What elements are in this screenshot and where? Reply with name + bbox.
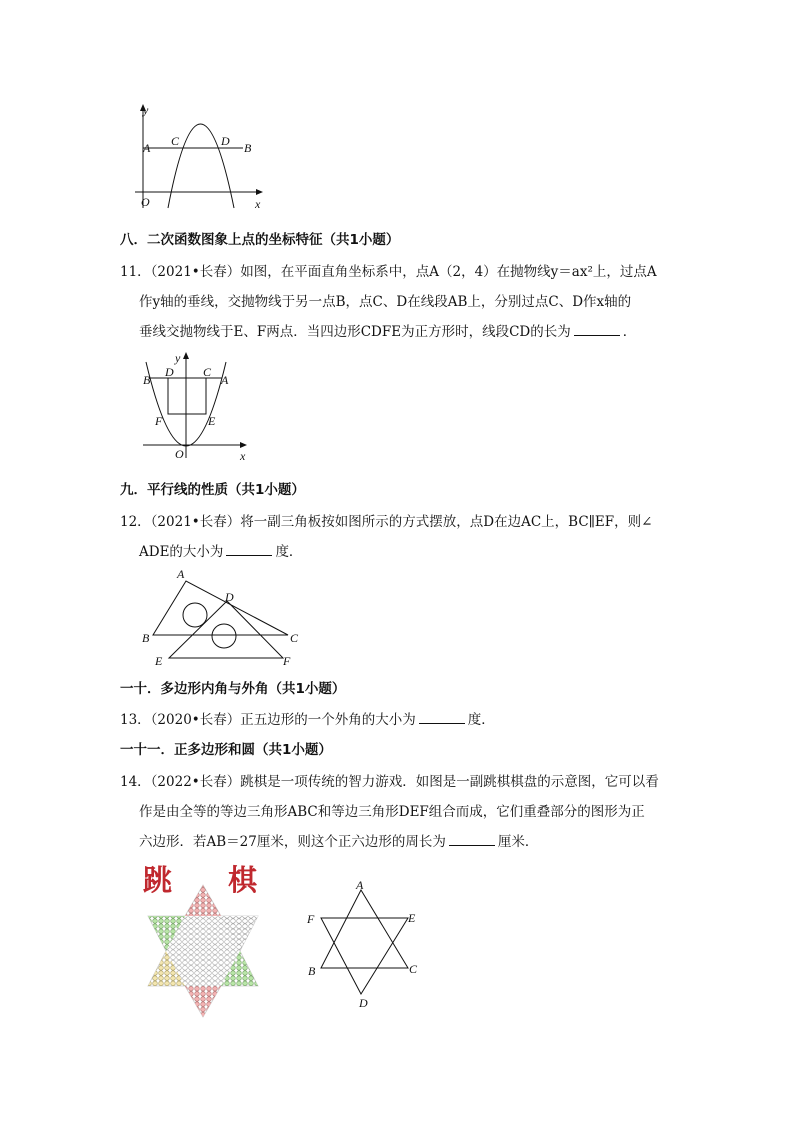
set-squares-figure — [138, 563, 313, 673]
q13-text: 13．（2020•长春）正五边形的一个外角的大小为 — [120, 712, 416, 728]
x-arrow — [240, 442, 247, 448]
label-a: A — [177, 567, 185, 581]
label-f: F — [283, 654, 291, 668]
label-y: y — [143, 103, 149, 117]
label-b: B — [308, 964, 316, 978]
label-e: E — [408, 911, 416, 925]
parabola-figure-2 — [138, 348, 258, 463]
q11-line-2: 作y轴的垂线，交抛物线于另一点B，点C、D在线段AB上，分别过点C、D作x轴的 — [139, 294, 632, 310]
q11-line-3 — [139, 320, 636, 340]
q14-line-1: 14．（2022•长春）跳棋是一项传统的智力游戏．如图是一副跳棋棋盘的示意图，它可以看 — [120, 774, 659, 790]
square-cdfe — [168, 378, 206, 414]
label-d: D — [165, 365, 174, 379]
q14-end: 厘米． — [497, 834, 539, 850]
label-y: y — [175, 351, 181, 365]
triangle-def — [169, 601, 283, 658]
x-arrow — [256, 189, 263, 195]
q12-line-1: 12．（2021•长春）将一副三角板按如图所示的方式摆放，点D在边AC上，BC∥EF，则∠ — [120, 514, 653, 530]
checkers-title-2: 棋 — [228, 863, 258, 897]
label-b: B — [244, 141, 252, 155]
label-a: A — [356, 878, 364, 892]
answer-blank-14[interactable] — [449, 833, 495, 846]
label-x: x — [255, 197, 261, 211]
section-heading-10: 一十．多边形内角与外角（共1小题） — [120, 681, 346, 697]
top-point-red — [185, 885, 221, 916]
answer-blank-13[interactable] — [419, 711, 465, 724]
label-f: F — [155, 414, 163, 428]
label-o: O — [141, 195, 150, 209]
label-e: E — [208, 414, 216, 428]
q11-end: ． — [622, 324, 637, 340]
parabola-figure-1 — [130, 100, 270, 215]
answer-blank-12[interactable] — [226, 543, 272, 556]
checkers-board-picture — [140, 882, 266, 1020]
triangle-def — [321, 918, 408, 994]
label-b: B — [143, 373, 151, 387]
q14-line-2: 作是由全等的等边三角形ABC和等边三角形DEF组合而成，它们重叠部分的图形为正 — [139, 804, 645, 820]
label-d: D — [225, 590, 234, 604]
label-b: B — [142, 631, 150, 645]
q12-text: ADE的大小为 — [139, 544, 224, 560]
section-heading-9: 九．平行线的性质（共1小题） — [120, 482, 305, 498]
label-c: C — [290, 631, 299, 645]
label-d: D — [359, 996, 368, 1010]
triangle-hole-2 — [212, 624, 236, 648]
q11-text: 垂线交抛物线于E、F两点．当四边形CDFE为正方形时，线段CD的长为 — [139, 324, 571, 340]
label-x: x — [240, 449, 246, 463]
section-heading-11: 一十一．正多边形和圆（共1小题） — [120, 742, 332, 758]
y-arrow — [183, 352, 189, 359]
label-e: E — [155, 654, 163, 668]
q12-end: 度． — [275, 544, 303, 560]
q14-text: 六边形．若AB＝27厘米，则这个正六边形的周长为 — [139, 834, 446, 850]
bottom-point-red — [185, 986, 221, 1017]
label-c: C — [203, 365, 212, 379]
triangle-hole-1 — [183, 603, 207, 627]
q11-line-1: 11．（2021•长春）如图，在平面直角坐标系中，点A（2，4）在抛物线y＝ax²上，过点A — [120, 264, 657, 280]
label-o: O — [175, 447, 184, 461]
label-a: A — [143, 141, 151, 155]
q13-end: 度． — [467, 712, 495, 728]
checkers-title-1: 跳 — [143, 863, 173, 897]
label-d: D — [221, 134, 230, 148]
answer-blank-11[interactable] — [574, 323, 620, 336]
label-f: F — [307, 912, 315, 926]
hexagram-figure — [303, 878, 423, 1010]
q14-line-3 — [139, 830, 538, 850]
label-c: C — [171, 134, 180, 148]
q12-line-2 — [139, 540, 302, 560]
label-c: C — [409, 962, 418, 976]
label-a: A — [221, 373, 229, 387]
q13-line-1 — [120, 708, 495, 728]
section-heading-8: 八．二次函数图象上点的坐标特征（共1小题） — [120, 232, 400, 248]
triangle-abc — [321, 890, 408, 968]
